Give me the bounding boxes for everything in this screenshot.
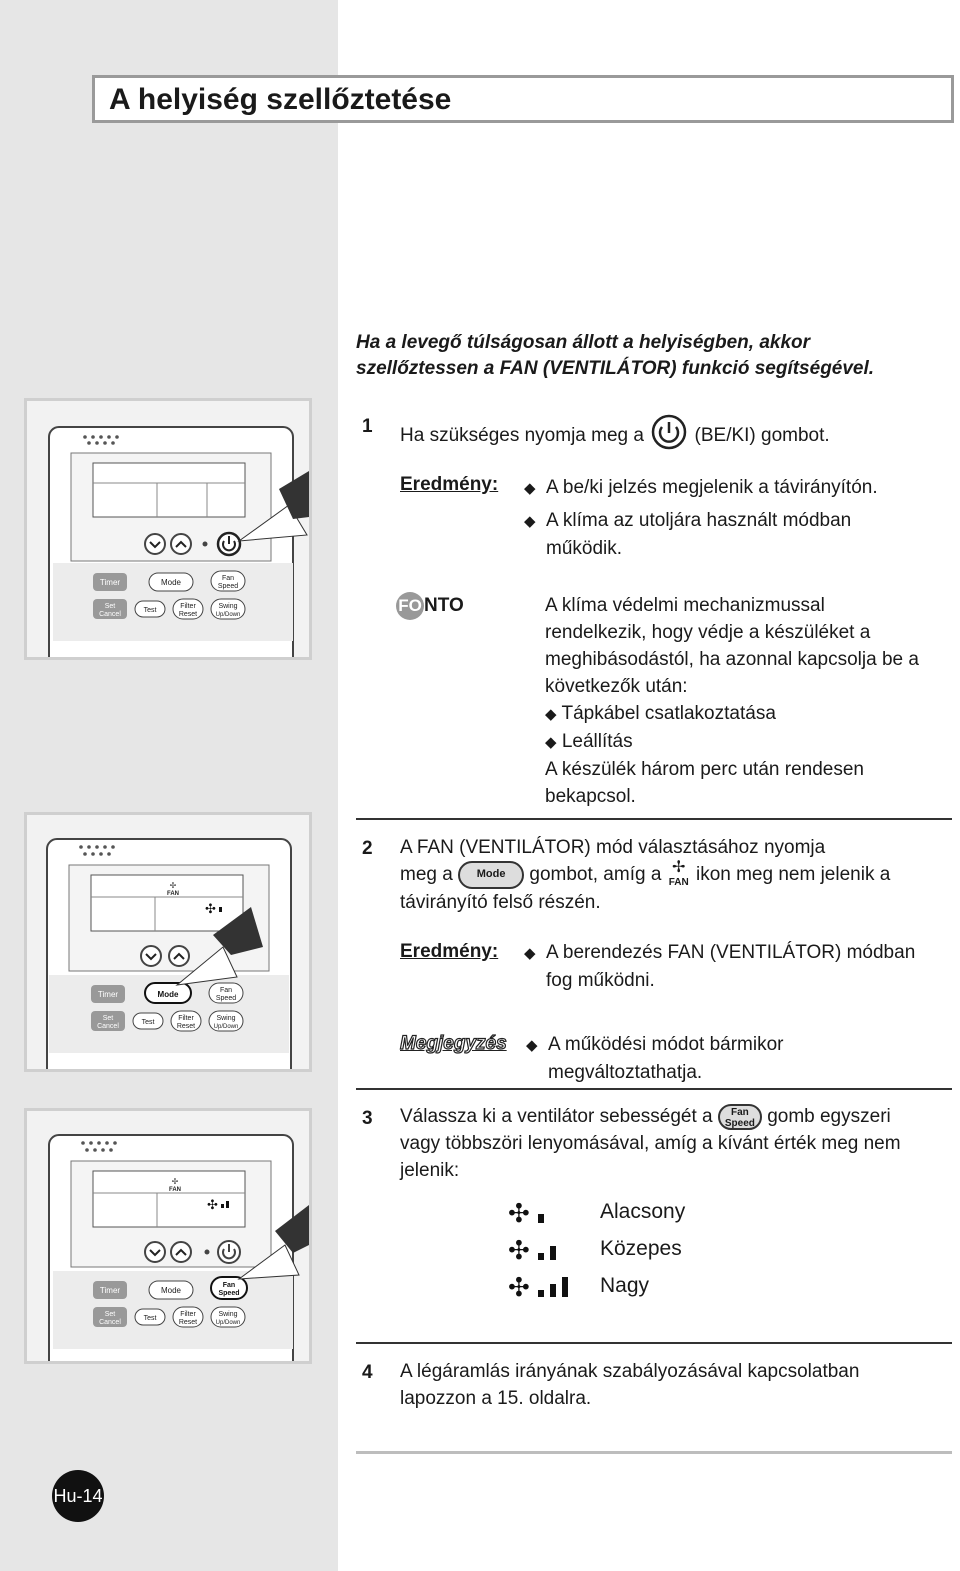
mode-button-icon: Mode (458, 861, 524, 889)
step-1-text-after: (BE/KI) gombot. (694, 425, 830, 447)
step-1-result-2b-text: működik. (546, 538, 623, 559)
footer-divider (356, 1451, 952, 1454)
fan-speed-button-icon (718, 1104, 762, 1130)
remote-btn-filter-1: Filter (180, 1311, 196, 1318)
remote-btn-set-1: Set (102, 1015, 114, 1022)
step-4-line-1: A légáramlás irányának szabályozásával kapcsolatban (400, 1361, 860, 1382)
important-bullet-1-text: Tápkábel csatlakoztatása (561, 703, 776, 724)
svg-text:✢: ✢ (171, 1177, 179, 1186)
important-line: rendelkezik, hogy védje a készüléket a (545, 622, 871, 643)
step-1-result-2 (524, 507, 851, 562)
step-1-text (400, 414, 830, 458)
fan-speed-high-icon (508, 1272, 578, 1302)
remote-btn-mode: Mode (160, 1286, 182, 1295)
intro-text (356, 330, 916, 382)
fan-speed-medium-icon (508, 1235, 578, 1265)
step-2-result-label: Eredmény: (400, 941, 499, 962)
svg-text:✣: ✣ (508, 1236, 530, 1265)
remote-btn-fan-1: Fan (222, 1282, 236, 1289)
important-bullet-2 (545, 728, 945, 756)
important-label (396, 592, 464, 620)
remote-btn-swing-1: Swing (218, 603, 238, 610)
diamond-bullet-icon: ◆ (545, 734, 557, 751)
step-2-number: 2 (362, 838, 373, 859)
step-2-line-2 (400, 861, 960, 889)
note-label: Megjegyzés (400, 1033, 507, 1054)
step-3-line-1 (400, 1103, 960, 1130)
remote-btn-fan-2: Speed (217, 583, 239, 590)
diamond-bullet-icon: ◆ (545, 706, 557, 723)
remote-btn-set-2: Cancel (99, 611, 121, 618)
diamond-bullet-icon: ◆ (524, 480, 536, 497)
fan-speed-low (508, 1198, 686, 1235)
important-line: meghibásodástól, ha azonnal kapcsolja be a (545, 649, 919, 670)
section-divider (356, 1088, 952, 1090)
step-1-result-1-text: A be/ki jelzés megjelenik a távirányítón. (546, 477, 878, 498)
step-3-line-1a: Válassza ki a ventilátor sebességét a (400, 1106, 713, 1127)
important-tail-1: A készülék három perc után rendesen (545, 759, 864, 780)
remote-btn-set-2: Cancel (97, 1023, 119, 1030)
fan-speed-medium-label: Közepes (600, 1237, 682, 1260)
remote-btn-mode: Mode (157, 990, 179, 999)
step-1-result-2a-text: A klíma az utoljára használt módban (546, 510, 852, 531)
step-1-text-before: Ha szükséges nyomja meg a (400, 425, 644, 447)
remote-btn-test: Test (143, 607, 157, 614)
svg-text:✣: ✣ (205, 902, 216, 917)
important-line: A klíma védelmi mechanizmussal (545, 595, 825, 616)
important-bullet-2-text: Leállítás (561, 731, 633, 752)
step-2-line-3: távirányító felső részén. (400, 892, 601, 913)
remote-btn-filter-2: Reset (178, 611, 198, 618)
remote-btn-fan-2: Speed (218, 1290, 240, 1297)
svg-text:✢: ✢ (169, 881, 177, 890)
fan-speed-high (508, 1272, 650, 1309)
remote-btn-swing-1: Swing (216, 1015, 236, 1022)
intro-line-2: szellőztessen a FAN (VENTILÁTOR) funkció segítségével. (356, 358, 875, 379)
remote-figure-1 (24, 398, 312, 660)
step-1-number: 1 (362, 416, 373, 437)
svg-text:✣: ✣ (508, 1199, 530, 1228)
remote-btn-fan-1: Fan (221, 575, 235, 582)
important-text (545, 592, 945, 810)
step-2-line-2a: meg a (400, 864, 453, 886)
remote-fan-label: FAN (167, 891, 179, 897)
step-2-text (400, 834, 960, 916)
page-number-badge: Hu-14 (52, 1470, 104, 1522)
remote-figure-3 (24, 1108, 312, 1364)
remote-btn-filter-2: Reset (176, 1023, 196, 1030)
important-bullet-1 (545, 700, 945, 728)
step-2-result-a: A berendezés FAN (VENTILÁTOR) módban (546, 942, 916, 963)
fan-speed-high-label: Nagy (600, 1274, 650, 1297)
step-1-result-label: Eredmény: (400, 474, 499, 495)
remote-btn-filter-1: Filter (180, 603, 196, 610)
step-2-note-a: A működési módot bármikor (548, 1034, 784, 1055)
fan-speed-button-line-2: Speed (724, 1117, 755, 1129)
page-title: A helyiség szellőztetése (109, 83, 452, 116)
remote-btn-swing-2: Up/Down (215, 1320, 241, 1326)
remote-control-illustration-3 (27, 1111, 309, 1361)
remote-btn-fan-2: Speed (215, 995, 237, 1002)
remote-btn-filter-2: Reset (178, 1319, 198, 1326)
diamond-bullet-icon: ◆ (526, 1037, 538, 1054)
svg-text:✣: ✣ (508, 1273, 530, 1302)
remote-control-illustration-2 (27, 815, 309, 1069)
step-3-number: 3 (362, 1108, 373, 1129)
fan-speed-medium (508, 1235, 682, 1272)
step-2-line-2b: gombot, amíg a (529, 864, 662, 886)
step-4-line-2: lapozzon a 15. oldalra. (400, 1388, 592, 1409)
remote-btn-set-1: Set (104, 603, 116, 610)
fan-speed-low-icon (508, 1198, 578, 1228)
important-label-rest: NTO (424, 595, 464, 617)
diamond-bullet-icon: ◆ (524, 513, 536, 530)
remote-btn-set-2: Cancel (99, 1319, 121, 1326)
remote-btn-set-1: Set (104, 1311, 116, 1318)
remote-figure-2 (24, 812, 312, 1072)
important-line: következők után: (545, 676, 688, 697)
fan-speed-low-label: Alacsony (600, 1200, 686, 1223)
step-3-line-3: jelenik: (400, 1160, 460, 1181)
important-tail-2: bekapcsol. (545, 786, 636, 807)
remote-btn-timer: Timer (97, 990, 119, 999)
fan-mode-icon: ✢ FAN (668, 859, 689, 888)
remote-btn-timer: Timer (99, 1286, 121, 1295)
step-4-number: 4 (362, 1362, 373, 1383)
step-1-result-1 (524, 474, 878, 502)
step-2-line-2c: ikon meg nem jelenik a (695, 864, 891, 886)
diamond-bullet-icon: ◆ (524, 945, 536, 962)
step-2-result-b: fog működni. (546, 970, 655, 991)
intro-line-1: Ha a levegő túlságosan állott a helyiségben, akkor (356, 332, 811, 353)
remote-btn-mode: Mode (160, 578, 182, 587)
remote-control-illustration-1 (27, 401, 309, 657)
step-3-text (400, 1103, 960, 1184)
remote-btn-filter-1: Filter (178, 1015, 194, 1022)
fan-icon-label: FAN (668, 877, 689, 888)
section-divider (356, 1342, 952, 1344)
remote-btn-test: Test (143, 1315, 157, 1322)
step-2-note-b: megváltoztathatja. (548, 1062, 703, 1083)
remote-btn-swing-2: Up/Down (213, 1024, 239, 1030)
step-3-line-2: vagy többszöri lenyomásával, amíg a kívánt érték meg nem (400, 1133, 901, 1154)
section-divider (356, 818, 952, 820)
remote-btn-swing-1: Swing (218, 1311, 238, 1318)
fan-speed-button-line-1: Fan (731, 1106, 749, 1118)
title-box (92, 75, 954, 123)
power-icon (651, 414, 687, 458)
remote-btn-timer: Timer (99, 578, 121, 587)
remote-btn-test: Test (141, 1019, 155, 1026)
step-2-line-1: A FAN (VENTILÁTOR) mód választásához nyomja (400, 837, 826, 858)
step-2-result (524, 939, 915, 994)
important-label-circle: FO (396, 592, 424, 620)
step-3-line-1b: gomb egyszeri (767, 1106, 891, 1127)
remote-btn-swing-2: Up/Down (215, 612, 241, 618)
step-4-text (400, 1358, 960, 1412)
fan-speed-list (508, 1198, 686, 1309)
remote-fan-label: FAN (169, 1187, 181, 1193)
remote-btn-fan-1: Fan (219, 987, 233, 994)
svg-text:✣: ✣ (207, 1198, 218, 1213)
step-2-note (526, 1031, 784, 1086)
